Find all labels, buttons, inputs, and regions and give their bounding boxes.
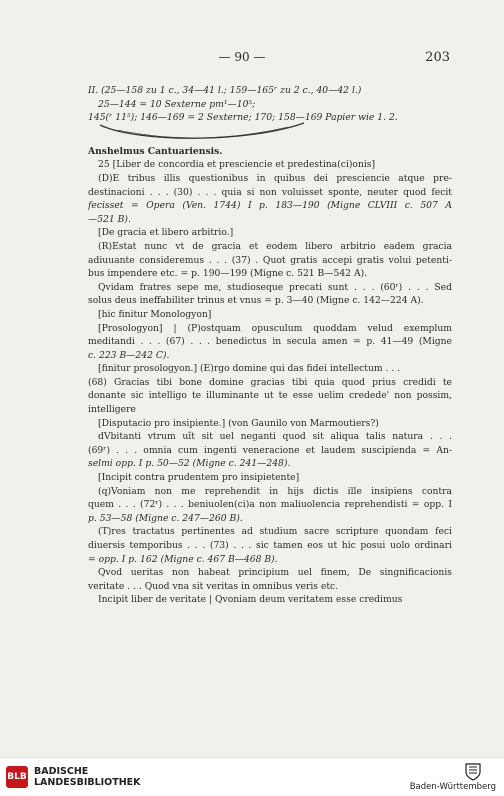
library-name-line1: BADISCHE bbox=[34, 766, 89, 777]
text-line: (68) Gracias tibi bone domine gracias tibi quia quod prius credidi te bbox=[88, 376, 452, 388]
library-name-line2: LANDESBIBLIOTHEK bbox=[34, 777, 141, 788]
text-line: quem . . . (72ʳ) . . . beniuolen(ci)a non maliuolencia reprehendisti = opp. I bbox=[88, 499, 452, 511]
library-name[interactable] bbox=[34, 766, 141, 788]
header-center-mark: — 90 — bbox=[218, 50, 266, 64]
text-line: Qvidam fratres sepe me, studioseque precati sunt . . . (60ʳ) . . . Sed bbox=[98, 281, 452, 293]
text-line: Incipit liber de veritate | Qvoniam deum veritatem esse credimus bbox=[98, 594, 403, 606]
text-line: = opp. I p. 162 (Migne c. 467 B—468 B). bbox=[88, 553, 278, 565]
text-line: selmi opp. I p. 50—52 (Migne c. 241—248). bbox=[88, 458, 291, 470]
text-line: [hic finitur Monologyon] bbox=[98, 308, 212, 320]
text-line: [Disputacio pro insipiente.] (von Gaunilo von Marmoutiers?) bbox=[98, 417, 379, 429]
author-heading: Anshelmus Cantuariensis. bbox=[88, 145, 223, 157]
collation-line: II. (25—158 zu 1 c., 34—41 l.; 159—165ʳ zu 2 c., 40—42 l.) bbox=[88, 85, 362, 96]
text-line: destinacioni . . . (30) . . . quia si non voluisset sponte, neuter quod fecit bbox=[88, 186, 452, 198]
text-line: p. 53—58 (Migne c. 247—260 B). bbox=[88, 512, 243, 524]
collation-line: 25—144 = 10 Sexterne pm¹—10⁵; bbox=[98, 98, 256, 110]
page-body bbox=[88, 84, 452, 607]
text-line: solus deus ineffabiliter trinus et vnus = p. 3—40 (Migne c. 142—224 A). bbox=[88, 295, 424, 307]
text-line: Qvod ueritas non habeat principium uel finem, De singnificacionis bbox=[98, 567, 452, 579]
text-line: donante sic intelligo te illuminante ut te esse uelim credede' non possim, bbox=[88, 390, 452, 402]
running-header bbox=[0, 50, 504, 70]
page-number: 203 bbox=[425, 50, 450, 65]
text-line: (D)E tribus illis questionibus in quibus dei presciencie atque pre- bbox=[98, 172, 452, 184]
state-label: Baden-Württemberg bbox=[409, 782, 496, 792]
text-line: fecisset = Opera (Ven. 1744) I p. 183—190 (Migne CLVIII c. 507 A bbox=[88, 200, 452, 212]
text-line: diuersis temporibus . . . (73) . . . sic tamen eos ut hic posui uolo ordinari bbox=[88, 540, 452, 551]
blb-logo[interactable]: BLB bbox=[6, 766, 28, 788]
text-line: c. 223 B—242 C). bbox=[88, 349, 170, 361]
text-line: adiuuante consideremus . . . (37) . Quot gratis accepi gratis volui petenti- bbox=[88, 254, 452, 266]
text-line: (T)res tractatus pertinentes ad studium sacre scripture quondam feci bbox=[98, 526, 452, 538]
text-line: [De gracia et libero arbitrio.] bbox=[98, 227, 234, 239]
text-line: 25 [Liber de concordia et presciencie et predestina(ci)onis] bbox=[98, 159, 376, 171]
text-line: meditandi . . . (67) . . . benedictus in secula amen = p. 41—49 (Migne bbox=[88, 336, 452, 348]
text-line: [finitur prosologyon.] (E)rgo domine qui das fidei intellectum . . . bbox=[98, 363, 401, 375]
text-line: dVbitanti vtrum uĩt sit uel neganti quod sit aliqua talis natura . . . bbox=[98, 431, 452, 443]
text-line: bus impendere etc. = p. 190—199 (Migne c. 521 B—542 A). bbox=[88, 268, 368, 280]
text-line: —521 B). bbox=[88, 213, 131, 225]
text-line: intelligere bbox=[88, 404, 136, 416]
viewer-footer bbox=[0, 757, 504, 796]
text-line: veritate . . . Quod vna sit veritas in omnibus veris etc. bbox=[88, 580, 339, 592]
text-line: [Prosologyon] | (P)ostquam opusculum quoddam velud exemplum bbox=[98, 322, 452, 334]
text-line: (69ʳ) . . . omnia cum ingenti veneracione et laudem suscipienda = An- bbox=[88, 444, 452, 456]
collation-line: 145(ʳ 11⁵); 146—169 = 2 Sexterne; 170; 158—169 Papier wie 1. 2. bbox=[88, 112, 398, 124]
text-line: (q)Voniam non me reprehendit in hijs dictis ille insipiens contra bbox=[98, 485, 452, 497]
coat-of-arms-icon bbox=[464, 761, 482, 781]
text-line: (R)Estat nunc vt de gracia et eodem libero arbitrio eadem gracia bbox=[98, 240, 452, 252]
text-line: [Incipit contra prudentem pro insipietente] bbox=[98, 472, 300, 484]
